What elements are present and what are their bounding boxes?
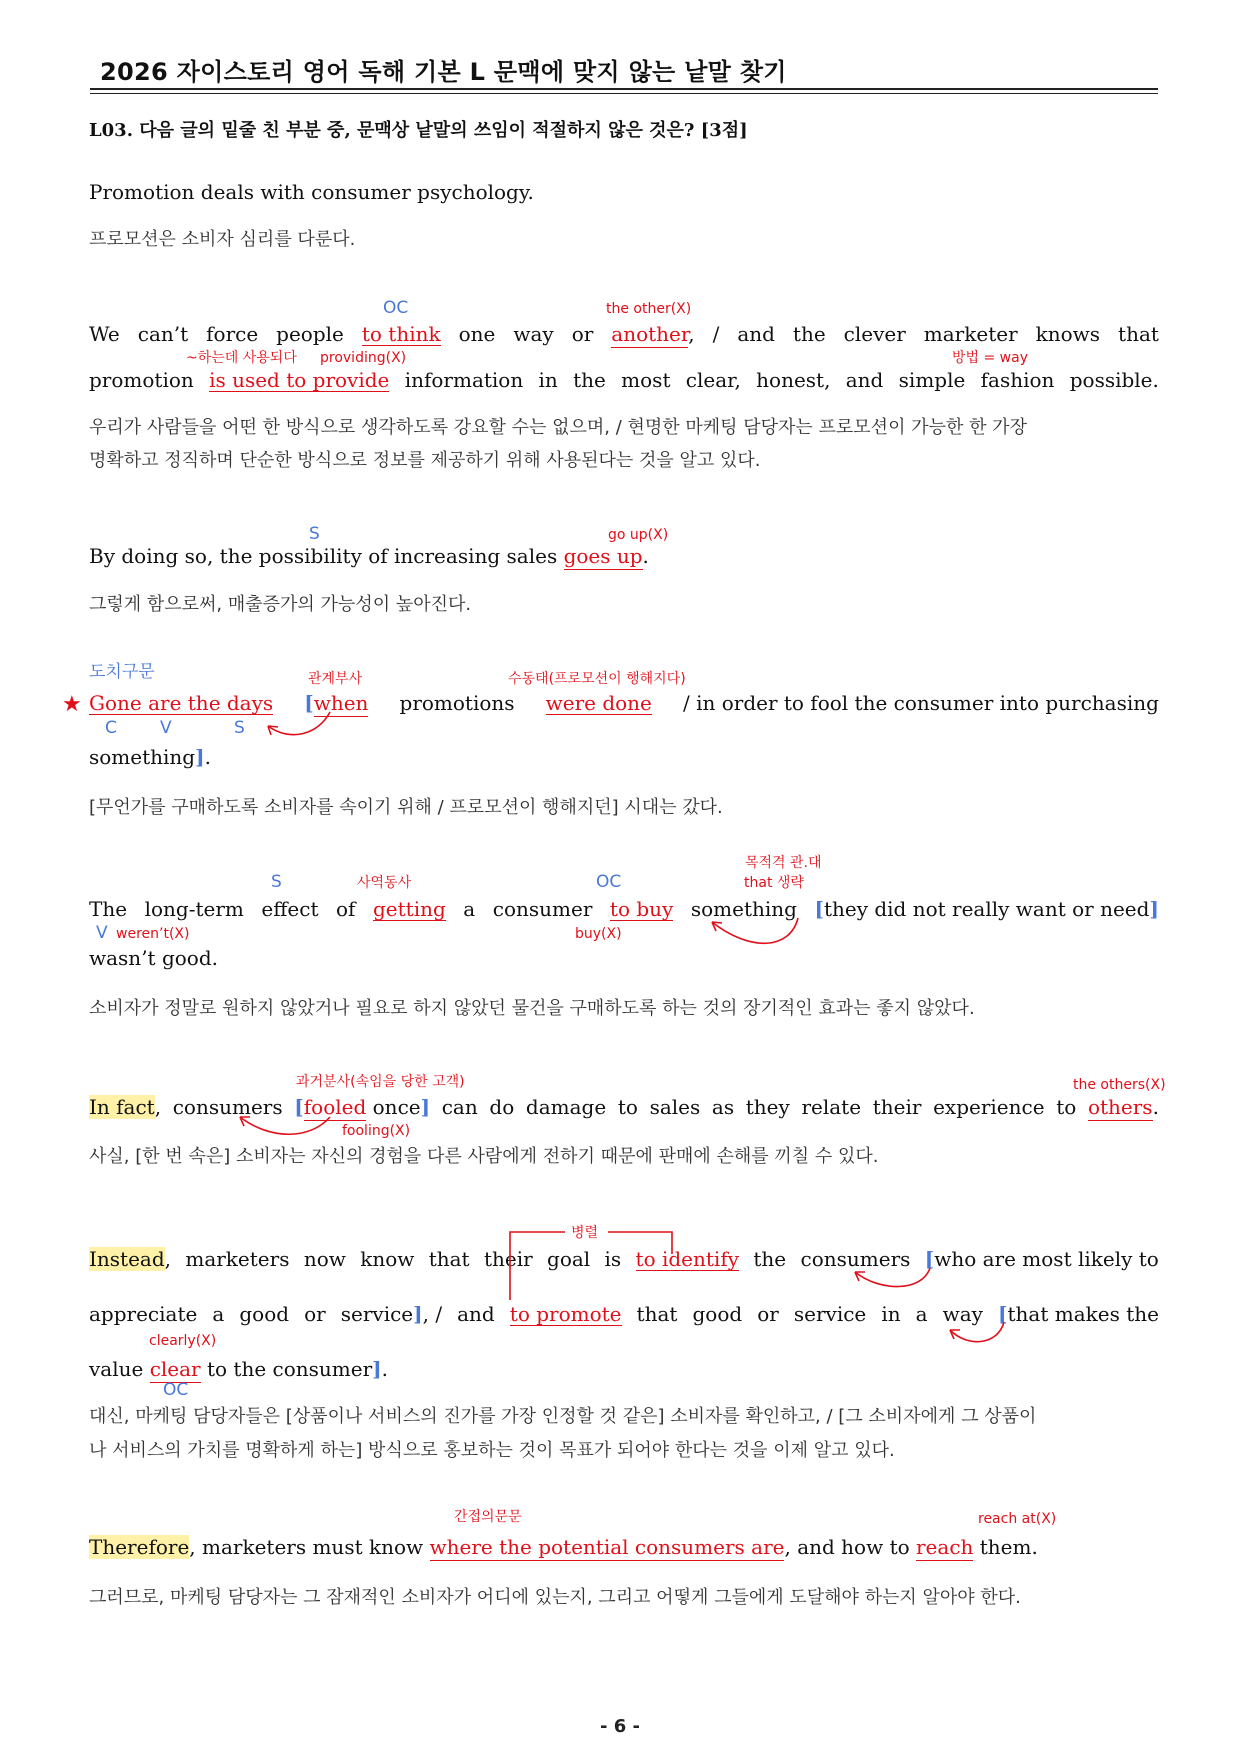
underlined-another: another — [611, 322, 689, 346]
word: do — [489, 1095, 515, 1119]
sentence-4-ko: [무언가를 구매하도록 소비자를 속이기 위해 / 프로모션이 행해지던] 시대는 갔다. — [89, 797, 723, 818]
underlined-clear: clear — [149, 1357, 201, 1381]
annotation-way: 방법 = way — [952, 350, 1028, 366]
arrowhead — [855, 1272, 865, 1281]
sentence-6-line-1 — [89, 1097, 1159, 1117]
word: The — [89, 897, 128, 921]
word: value — [89, 1357, 150, 1381]
word-group: , and how to — [784, 1535, 916, 1559]
word: to — [617, 1095, 638, 1119]
sentence-5-line-1 — [89, 899, 1159, 921]
word: appreciate — [89, 1302, 198, 1326]
sentence-5-line-2: wasn’t good. — [89, 946, 218, 970]
sentence-7-line-3: value clear to the consumer]. — [89, 1357, 388, 1381]
word: way — [513, 322, 554, 346]
annotation-go-up: go up(X) — [608, 527, 669, 543]
sentence-8-ko: 그러므로, 마케팅 담당자는 그 잠재적인 소비자가 어디에 있는지, 그리고 어떻게 그들에게 도달해야 하는지 알아야 한다. — [89, 1587, 1021, 1608]
punct: , / — [422, 1302, 443, 1326]
word: force — [206, 322, 259, 346]
word: people — [276, 322, 344, 346]
word: can — [441, 1095, 478, 1119]
sentence-4-line-1 — [89, 693, 1159, 715]
word: a — [212, 1302, 225, 1326]
annotation-fooling: fooling(X) — [342, 1123, 411, 1139]
word: in — [881, 1302, 901, 1326]
word: consumer — [492, 897, 593, 921]
word: something — [89, 745, 196, 769]
word: effect — [261, 897, 319, 921]
sentence-6-ko: 사실, [한 번 속은] 소비자는 자신의 경험을 다른 사람에게 전하기 때문에 판매에 손해를 끼칠 수 있다. — [89, 1146, 879, 1167]
word: consumers — [800, 1247, 911, 1271]
word: of — [336, 897, 356, 921]
word: as — [711, 1095, 735, 1119]
annotation-that-omitted: that 생략 — [744, 875, 804, 891]
word: relate — [801, 1095, 862, 1119]
word: a — [463, 897, 476, 921]
relative-clause-start — [304, 693, 368, 715]
word: the — [573, 368, 606, 392]
word: now — [303, 1247, 346, 1271]
word: marketer — [923, 322, 1018, 346]
arrowhead — [712, 922, 722, 931]
period: . — [642, 544, 649, 568]
sentence-3-en — [89, 546, 649, 566]
underlined-goes-up: goes up — [563, 544, 643, 568]
arrowhead — [950, 1330, 960, 1339]
others-group — [1088, 1097, 1159, 1117]
word: / — [712, 322, 720, 346]
sentence-8-en — [89, 1537, 1038, 1557]
annotation-oc: OC — [383, 298, 409, 318]
annotation-the-others: the others(X) — [1073, 1077, 1166, 1093]
relative-clause — [814, 899, 1158, 921]
sentence-2-ko-2: 명확하고 정직하며 단순한 방식으로 정보를 제공하기 위해 사용된다는 것을 알고 있다. — [89, 450, 761, 471]
annotation-inversion: 도치구문 — [89, 662, 155, 682]
sentence-7-line-1 — [89, 1249, 1159, 1271]
sentence-2-line-1 — [89, 324, 1159, 346]
annotation-causative: 사역동사 — [357, 875, 412, 891]
comma: , — [164, 1247, 172, 1271]
page-number: - 6 - — [600, 1716, 640, 1737]
word: the — [753, 1247, 787, 1271]
annotation-oc: OC — [163, 1380, 189, 1400]
question-prompt: L03. 다음 글의 밑줄 친 부분 중, 문맥상 낱말의 쓰임이 적절하지 않은 것은? [3점] — [89, 120, 748, 141]
word: promotion — [89, 368, 194, 392]
word: is — [604, 1247, 622, 1271]
page-header-title: 2026 자이스토리 영어 독해 기본 L 문맥에 맞지 않는 낱말 찾기 — [100, 58, 787, 86]
arrow-they-to-something — [712, 918, 798, 943]
bracket-close: ] — [195, 745, 205, 769]
underlined-to-buy: to buy — [609, 897, 674, 921]
underlined-others: others — [1087, 1095, 1153, 1119]
sentence-5-ko: 소비자가 정말로 원하지 않았거나 필요로 하지 않았던 물건을 구매하도록 하는 것의 장기적인 효과는 좋지 않았다. — [89, 998, 975, 1019]
bracket-open: [ — [294, 1095, 304, 1119]
word: experience — [933, 1095, 1045, 1119]
word: consumers — [172, 1095, 283, 1119]
annotation-clearly: clearly(X) — [149, 1333, 217, 1349]
word: or — [757, 1302, 779, 1326]
word-group: them. — [973, 1535, 1038, 1559]
word: a — [915, 1302, 928, 1326]
period: . — [1152, 1095, 1159, 1119]
word: possible. — [1069, 368, 1159, 392]
word: one — [458, 322, 496, 346]
word: their — [872, 1095, 922, 1119]
underlined-to-promote: to promote — [509, 1302, 622, 1326]
annotation-providing: providing(X) — [320, 350, 407, 366]
word: marketers — [185, 1247, 290, 1271]
highlight-instead: Instead — [89, 1247, 165, 1271]
word: honest, — [756, 368, 831, 392]
annotation-used-to: ~하는데 사용되다 — [186, 350, 297, 366]
in-fact-group — [89, 1097, 161, 1117]
underlined-to-think: to think — [361, 322, 441, 346]
ko-text: 우리가 사람들을 어떤 한 방식으로 생각하도록 강요할 수는 없으며, / 현명한 마케팅 담당자는 프로모션이 가능한 한 가장 — [89, 417, 1027, 438]
word: that — [428, 1247, 470, 1271]
annotation-s: S — [309, 524, 320, 544]
annotation-c: C — [105, 718, 117, 738]
underlined-reach: reach — [916, 1535, 974, 1559]
word: the — [792, 322, 826, 346]
word: something — [690, 897, 797, 921]
sentence-3-ko: 그렇게 함으로써, 매출증가의 가능성이 높아진다. — [89, 594, 472, 615]
word: they — [745, 1095, 790, 1119]
relative-clause-start — [925, 1249, 1159, 1271]
word: most — [621, 368, 671, 392]
word: that — [1118, 322, 1159, 346]
word: long-term — [144, 897, 244, 921]
sentence-2-line-2 — [89, 370, 1159, 392]
underlined-to-identify: to identify — [635, 1247, 740, 1271]
word: and — [457, 1302, 495, 1326]
annotation-relative-adverb: 관계부사 — [308, 671, 363, 687]
word: damage — [525, 1095, 607, 1119]
bracket-open: [ — [304, 691, 314, 715]
sentence-7-ko-2: 나 서비스의 가치를 명확하게 하는] 방식으로 홍보하는 것이 목표가 되어야 한다는 것을 이제 알고 있다. — [89, 1440, 895, 1461]
annotation-the-other: the other(X) — [606, 301, 692, 317]
highlight-in-fact: In fact — [89, 1095, 155, 1119]
word: simple — [898, 368, 966, 392]
annotation-reach-at: reach at(X) — [978, 1511, 1057, 1527]
word: clever — [843, 322, 906, 346]
annotation-indirect-question: 간접의문문 — [454, 1509, 522, 1525]
annotation-object-relative: 목적격 관.대 — [745, 855, 822, 871]
word: and — [845, 368, 884, 392]
header-rule-thin — [90, 93, 1158, 94]
word: to — [1056, 1095, 1077, 1119]
comma: , — [154, 1095, 162, 1119]
word: once — [372, 1095, 421, 1119]
annotation-s: S — [234, 718, 245, 738]
word: good — [692, 1302, 743, 1326]
annotation-past-participle: 과거분사(속임을 당한 고객) — [296, 1074, 465, 1090]
another-group — [611, 324, 694, 346]
clause-text: who are most likely to — [934, 1247, 1159, 1271]
annotation-passive: 수동태(프로모션이 행해지다) — [508, 671, 686, 687]
comma: , — [688, 322, 695, 346]
sentence-7-line-2 — [89, 1304, 1159, 1326]
word: service — [793, 1302, 867, 1326]
word: goal — [547, 1247, 591, 1271]
word: fashion — [980, 368, 1055, 392]
word: their — [483, 1247, 533, 1271]
sentence-4-line-2: something]. — [89, 745, 211, 769]
clause-text: that makes the — [1007, 1302, 1159, 1326]
sentence-7-ko-1 — [89, 1408, 1159, 1426]
annotation-v: V — [96, 923, 108, 943]
word: and — [737, 322, 775, 346]
bracket-open: [ — [814, 897, 824, 921]
word: or — [304, 1302, 326, 1326]
bracket-open: [ — [924, 1247, 935, 1271]
underlined-where-clause: where the potential consumers are — [429, 1535, 785, 1559]
bracket-close: ] — [413, 1302, 423, 1326]
underlined-fooled: fooled — [303, 1095, 367, 1119]
annotation-s: S — [271, 872, 282, 892]
word: good — [239, 1302, 290, 1326]
annotation-werent: weren’t(X) — [116, 926, 190, 942]
word: clear, — [685, 368, 741, 392]
annotation-v: V — [160, 718, 172, 738]
bracket-close: ] — [372, 1357, 382, 1381]
service-group — [341, 1304, 442, 1326]
underlined-were-done: were done — [545, 691, 652, 715]
sentence-2-ko-1 — [89, 419, 1159, 437]
bracket-close: ] — [1149, 897, 1159, 921]
word: that — [636, 1302, 678, 1326]
word-group: , marketers must know — [189, 1535, 430, 1559]
word: We — [89, 322, 120, 346]
word: can’t — [137, 322, 189, 346]
sentence-1-ko: 프로모션은 소비자 심리를 다룬다. — [89, 229, 356, 250]
star-icon: ★ — [62, 692, 82, 717]
word: know — [360, 1247, 415, 1271]
bracket-open: [ — [998, 1302, 1008, 1326]
underlined-gone-are-the-days: Gone are the days — [89, 691, 274, 715]
annotation-oc: OC — [596, 872, 622, 892]
bracketed-fooled-once — [294, 1097, 430, 1117]
sentence-1-en: Promotion deals with consumer psychology. — [89, 180, 534, 204]
bracket-close: ] — [420, 1095, 431, 1119]
word: or — [571, 322, 594, 346]
underlined-when: when — [313, 691, 369, 715]
arrowhead — [268, 726, 278, 735]
annotation-parallel: 병렬 — [571, 1225, 599, 1241]
highlight-therefore: Therefore — [89, 1535, 190, 1559]
word-group: to the consumer — [200, 1357, 373, 1381]
word: information — [404, 368, 524, 392]
instead-group — [89, 1249, 171, 1271]
clause-text: they did not really want or need — [823, 897, 1150, 921]
ko-text: 대신, 마케팅 담당자들은 [상품이나 서비스의 진가를 가장 인정할 것 같은] 소비자를 확인하고, / [그 소비자에게 그 상품이 — [89, 1406, 1037, 1427]
sentence-3-pre: By doing so, the possibility of increasing sales — [89, 544, 564, 568]
header-rule — [90, 88, 1158, 90]
word: promotions — [399, 691, 515, 715]
word: way — [942, 1302, 983, 1326]
word: sales — [649, 1095, 701, 1119]
relative-clause-start — [998, 1304, 1159, 1326]
annotation-buy: buy(X) — [575, 926, 622, 942]
word: in — [538, 368, 558, 392]
word-group: / in order to fool the consumer into purchasing — [682, 691, 1159, 715]
underlined-getting: getting — [372, 897, 446, 921]
word: knows — [1035, 322, 1101, 346]
word: service — [340, 1302, 414, 1326]
underlined-is-used-to-provide: is used to provide — [209, 368, 390, 392]
